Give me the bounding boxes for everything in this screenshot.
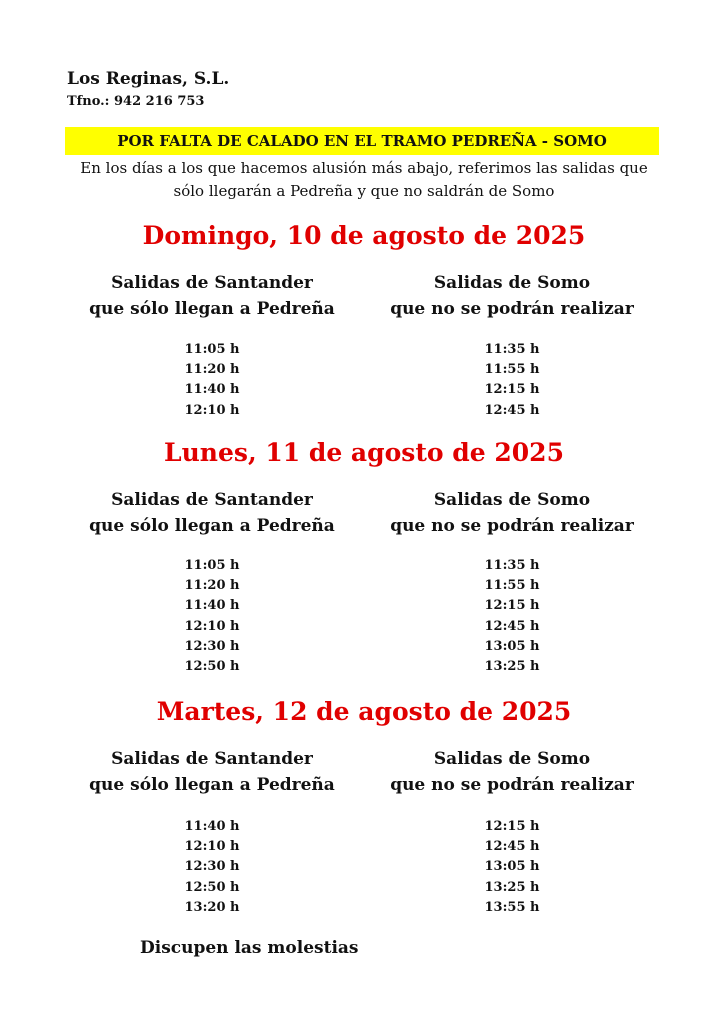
time-entry: 12:10 h xyxy=(184,402,240,418)
phone-number: Tfno.: 942 216 753 xyxy=(67,94,205,109)
santander-heading-line-1: Salidas de Santander xyxy=(111,490,313,510)
santander-heading-line-2: que sólo llegan a Pedreña xyxy=(89,775,335,795)
somo-column-heading xyxy=(352,746,672,798)
time-entry: 11:35 h xyxy=(484,342,540,357)
time-entry: 11:40 h xyxy=(184,598,240,614)
time-entry: 12:45 h xyxy=(484,402,540,418)
time-entry: 12:50 h xyxy=(184,879,240,895)
somo-heading-line-2: que no se podrán realizar xyxy=(390,516,634,536)
time-entry: 13:20 h xyxy=(184,899,240,915)
time-entry: 12:10 h xyxy=(184,839,240,855)
somo-heading-line-1: Salidas de Somo xyxy=(433,490,591,510)
notice-headline: POR FALTA DE CALADO EN EL TRAMO PEDREÑA - SOMO xyxy=(65,127,659,155)
somo-heading-line-1: Salidas de Somo xyxy=(433,749,591,769)
santander-heading-line-1: Salidas de Santander xyxy=(111,273,313,293)
time-entry: 12:30 h xyxy=(184,638,240,654)
time-entry: 12:45 h xyxy=(484,839,540,855)
time-entry: 13:25 h xyxy=(484,658,540,674)
somo-column-heading xyxy=(352,487,672,539)
santander-times-list xyxy=(52,340,372,421)
time-entry: 11:20 h xyxy=(184,578,240,594)
company-name: Los Reginas, S.L. xyxy=(67,69,230,89)
time-entry: 13:05 h xyxy=(484,859,540,875)
time-entry: 12:15 h xyxy=(484,382,540,398)
santander-column-heading xyxy=(52,270,372,322)
somo-heading-line-2: que no se podrán realizar xyxy=(390,299,634,319)
santander-times-list xyxy=(52,556,372,677)
time-entry: 11:55 h xyxy=(484,578,540,594)
intro-line-1: En los días a los que hacemos alusión más abajo, referimos las salidas que xyxy=(80,159,648,177)
time-entry: 12:45 h xyxy=(484,618,540,634)
apology-note: Discupen las molestias xyxy=(140,938,359,958)
time-entry: 13:55 h xyxy=(484,899,540,915)
somo-times-list xyxy=(352,340,672,421)
somo-heading-line-2: que no se podrán realizar xyxy=(390,775,634,795)
day-title: Lunes, 11 de agosto de 2025 xyxy=(164,438,564,467)
somo-heading-line-1: Salidas de Somo xyxy=(433,273,591,293)
santander-heading-line-2: que sólo llegan a Pedreña xyxy=(89,299,335,319)
time-entry: 12:15 h xyxy=(484,819,540,834)
santander-heading-line-2: que sólo llegan a Pedreña xyxy=(89,516,335,536)
intro-line-2: sólo llegarán a Pedreña y que no saldrán de Somo xyxy=(173,182,555,200)
santander-column-heading xyxy=(52,746,372,798)
time-entry: 12:15 h xyxy=(484,598,540,614)
time-entry: 11:20 h xyxy=(184,362,240,378)
day-title: Martes, 12 de agosto de 2025 xyxy=(156,697,572,726)
time-entry: 11:40 h xyxy=(184,382,240,398)
time-entry: 12:10 h xyxy=(184,618,240,634)
time-entry: 11:55 h xyxy=(484,362,540,378)
time-entry: 13:05 h xyxy=(484,638,540,654)
somo-column-heading xyxy=(352,270,672,322)
time-entry: 12:50 h xyxy=(184,658,240,674)
time-entry: 11:05 h xyxy=(184,558,240,573)
day-title: Domingo, 10 de agosto de 2025 xyxy=(142,221,586,250)
santander-times-list xyxy=(52,817,372,918)
time-entry: 12:30 h xyxy=(184,859,240,875)
time-entry: 13:25 h xyxy=(484,879,540,895)
santander-column-heading xyxy=(52,487,372,539)
somo-times-list xyxy=(352,556,672,677)
somo-times-list xyxy=(352,817,672,918)
time-entry: 11:05 h xyxy=(184,342,240,357)
time-entry: 11:40 h xyxy=(184,819,240,834)
time-entry: 11:35 h xyxy=(484,558,540,573)
santander-heading-line-1: Salidas de Santander xyxy=(111,749,313,769)
